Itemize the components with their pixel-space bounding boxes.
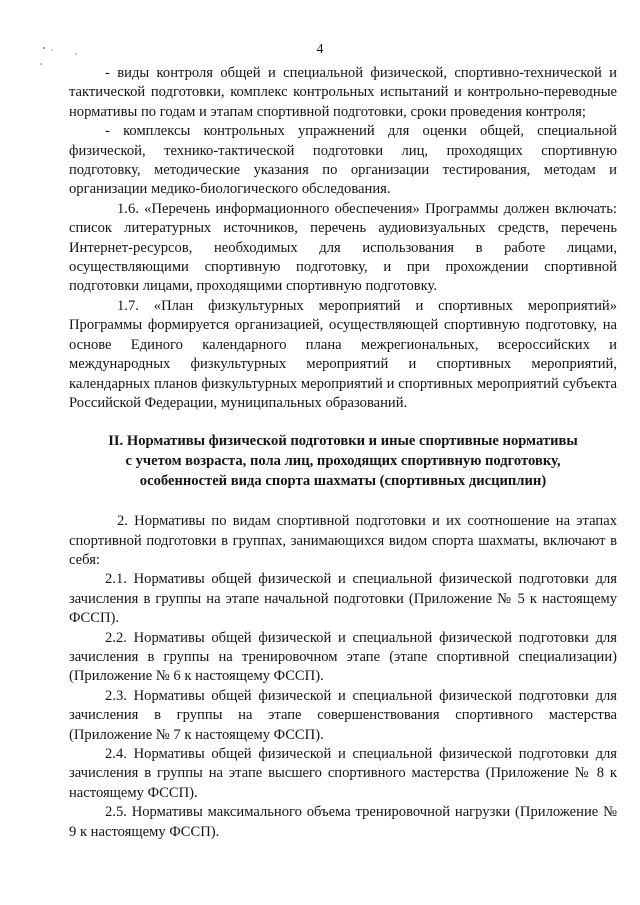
- paragraph-2-2: 2.2. Нормативы общей физической и специальной физической подготовки для зачисления в группы на тренировочном этапе (этапе спортивной специализации) (Приложение № 6 к настоящему ФССП).: [69, 629, 617, 685]
- paragraph-1-7: 1.7. «План физкультурных мероприятий и спортивных мероприятий» Программы формируется организацией, осуществляющей спортивную подготовку, на основе Единого календарного плана межрегиональных, всероссийских и международных физкультурных мероприятий и спортивных мероприятий, календарных планов физкультурных мероприятий и спортивных мероприятий субъекта Российской Федерации, муниципальных образований.: [69, 297, 617, 411]
- paragraph-2: 2. Нормативы по видам спортивной подготовки и их соотношение на этапах спортивной подготовки в группах, занимающихся видом спорта шахматы, включают в себя:: [69, 513, 617, 568]
- section-heading-line-3: особенностей вида спорта шахматы (спортивных дисциплин): [139, 472, 547, 489]
- section-heading: [69, 432, 617, 491]
- control-exercises-item: - комплексы контрольных упражнений для оценки общей, специальной физической, технико-тактической подготовки лиц, проходящих спортивную подготовку, методические указания по организации тестирования, методам и организации медико-биологического обследования.: [69, 123, 617, 198]
- paragraph-2-5: 2.5. Нормативы максимального объема тренировочной нагрузки (Приложение № 9 к настоящему ФССП).: [69, 804, 617, 840]
- section-heading-line-2: с учетом возраста, пола лиц, проходящих спортивную подготовку,: [125, 452, 561, 469]
- control-types-item: - виды контроля общей и специальной физической, спортивно-технической и тактической подготовки, комплекс контрольных испытаний и контрольно-переводные нормативы по годам и этапам спортивной подготовки, сроки проведения контроля;: [69, 65, 617, 120]
- document-body: [69, 64, 617, 842]
- page-number: 4: [316, 42, 324, 57]
- section-heading-line-1: II. Нормативы физической подготовки и иные спортивные нормативы: [108, 433, 578, 450]
- paragraph-2-1: 2.1. Нормативы общей физической и специальной физической подготовки для зачисления в группы на этапе начальной подготовки (Приложение № 5 к настоящему ФССП).: [69, 571, 617, 627]
- paragraph-1-6: 1.6. «Перечень информационного обеспечения» Программы должен включать: список литературных источников, перечень аудиовизуальных средств, перечень Интернет-ресурсов, необходимых для использования в работе лицами, осуществляющими спортивную подготовку, и при прохождении спортивной подготовки лицами, проходящими спортивную подготовку.: [69, 200, 617, 295]
- paragraph-2-3: 2.3. Нормативы общей физической и специальной физической подготовки для зачисления в группы на этапе совершенствования спортивного мастерства (Приложение № 7 к настоящему ФССП).: [69, 687, 617, 743]
- paragraph-2-4: 2.4. Нормативы общей физической и специальной физической подготовки для зачисления в группы на этапе высшего спортивного мастерства (Приложение № 8 к настоящему ФССП).: [69, 745, 617, 801]
